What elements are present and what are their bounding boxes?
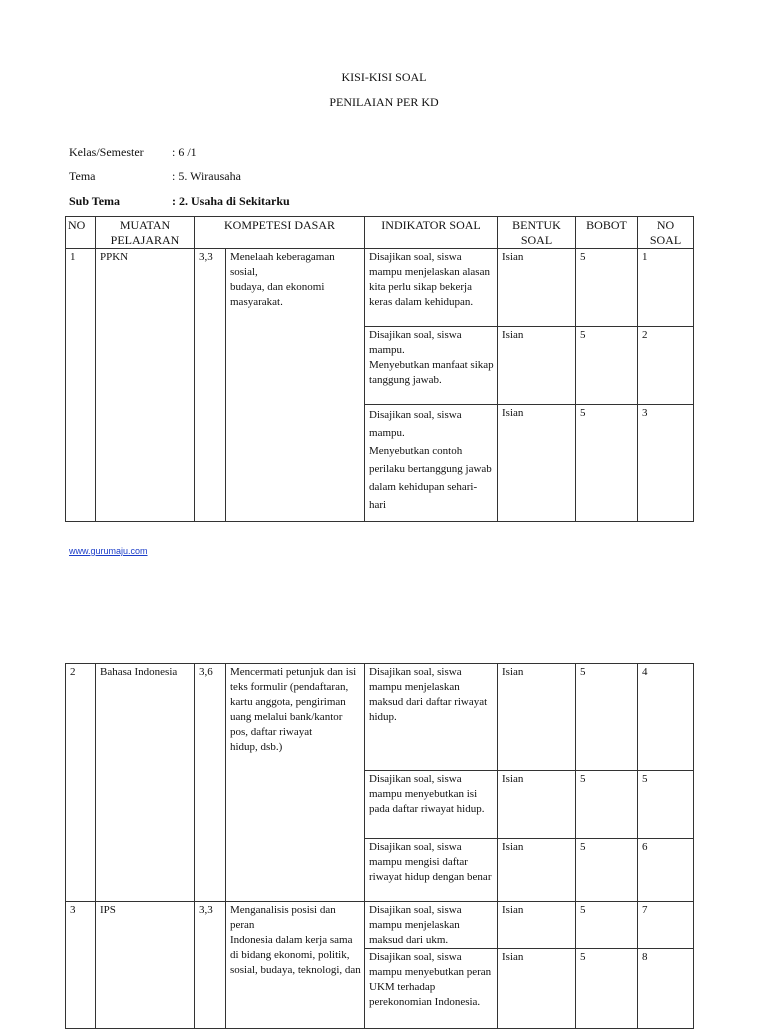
header-muatan: MUATAN PELAJARAN: [96, 217, 195, 249]
row-no-soal: 3: [638, 405, 694, 522]
row-bentuk: Isian: [498, 664, 576, 771]
gurumaju-link[interactable]: www.gurumaju.com: [69, 546, 148, 556]
row-bentuk: Isian: [498, 249, 576, 327]
row-bentuk: Isian: [498, 771, 576, 839]
tema-value: : 5. Wirausaha: [172, 169, 241, 183]
row-no-soal: 5: [638, 771, 694, 839]
row-indikator: Disajikan soal, siswa mampu mengisi daftar riwayat hidup dengan benar: [365, 839, 498, 902]
subtema-label: Sub Tema: [69, 194, 121, 208]
row-bobot: 5: [576, 664, 638, 771]
table-row: [66, 249, 694, 327]
kisi-table-2: [65, 663, 694, 1029]
row-bentuk: Isian: [498, 902, 576, 949]
header-no: NO: [66, 217, 96, 249]
header-kd: KOMPETESI DASAR: [195, 217, 365, 249]
header-bobot: BOBOT: [576, 217, 638, 249]
row-bobot: 5: [576, 902, 638, 949]
row-kd-text: Menelaah keberagaman sosial, budaya, dan ekonomi masyarakat.: [226, 249, 365, 522]
row-bobot: 5: [576, 839, 638, 902]
row-no: 1: [66, 249, 96, 522]
row-muatan: Bahasa Indonesia: [96, 664, 195, 902]
row-indikator: Disajikan soal, siswa mampu menjelaskan maksud dari ukm.: [365, 902, 498, 949]
row-no-soal: 7: [638, 902, 694, 949]
header-bentuk: BENTUK SOAL: [498, 217, 576, 249]
table-header-row: [66, 217, 694, 249]
row-indikator: Disajikan soal, siswa mampu. Menyebutkan manfaat sikap tanggung jawab.: [365, 327, 498, 405]
row-bobot: 5: [576, 405, 638, 522]
row-bobot: 5: [576, 771, 638, 839]
row-indikator: Disajikan soal, siswa mampu menyebutkan isi pada daftar riwayat hidup.: [365, 771, 498, 839]
row-bobot: 5: [576, 249, 638, 327]
row-no-soal: 4: [638, 664, 694, 771]
row-indikator: Disajikan soal, siswa mampu menyebutkan peran UKM terhadap perekonomian Indonesia.: [365, 949, 498, 1029]
tema-label: Tema: [69, 169, 96, 183]
doc-subtitle: PENILAIAN PER KD: [329, 95, 439, 109]
row-no: 3: [66, 902, 96, 1029]
row-kd-code: 3,3: [195, 249, 226, 522]
row-indikator: Disajikan soal, siswa mampu. Menyebutkan contoh perilaku bertanggung jawab dalam kehidupan sehari-hari: [365, 405, 498, 522]
doc-title: KISI-KISI SOAL: [341, 70, 427, 84]
table-row: [66, 664, 694, 771]
row-kd-code: 3,6: [195, 664, 226, 902]
row-no-soal: 1: [638, 249, 694, 327]
row-no-soal: 8: [638, 949, 694, 1029]
row-bentuk: Isian: [498, 405, 576, 522]
row-indikator: Disajikan soal, siswa mampu menjelaskan maksud dari daftar riwayat hidup.: [365, 664, 498, 771]
kisi-table-1: [65, 216, 694, 522]
row-bobot: 5: [576, 949, 638, 1029]
row-bentuk: Isian: [498, 839, 576, 902]
row-no-soal: 2: [638, 327, 694, 405]
row-no: 2: [66, 664, 96, 902]
header-indikator: INDIKATOR SOAL: [365, 217, 498, 249]
table-row: [66, 902, 694, 949]
header-no-soal: NO SOAL: [638, 217, 694, 249]
subtema-value: : 2. Usaha di Sekitarku: [172, 194, 290, 208]
row-kd-text: Mencermati petunjuk dan isi teks formulir (pendaftaran, kartu anggota, pengiriman uang melalui bank/kantor pos, daftar riwayat hidup, dsb.): [226, 664, 365, 902]
row-bentuk: Isian: [498, 327, 576, 405]
row-kd-code: 3,3: [195, 902, 226, 1029]
row-bobot: 5: [576, 327, 638, 405]
row-bentuk: Isian: [498, 949, 576, 1029]
kelas-value: : 6 /1: [172, 145, 197, 159]
row-muatan: PPKN: [96, 249, 195, 522]
row-no-soal: 6: [638, 839, 694, 902]
row-indikator: Disajikan soal, siswa mampu menjelaskan alasan kita perlu sikap bekerja keras dalam kehidupan.: [365, 249, 498, 327]
kelas-label: Kelas/Semester: [69, 145, 144, 159]
row-kd-text: Menganalisis posisi dan peran Indonesia dalam kerja sama di bidang ekonomi, politik, sosial, budaya, teknologi, dan: [226, 902, 365, 1029]
row-muatan: IPS: [96, 902, 195, 1029]
